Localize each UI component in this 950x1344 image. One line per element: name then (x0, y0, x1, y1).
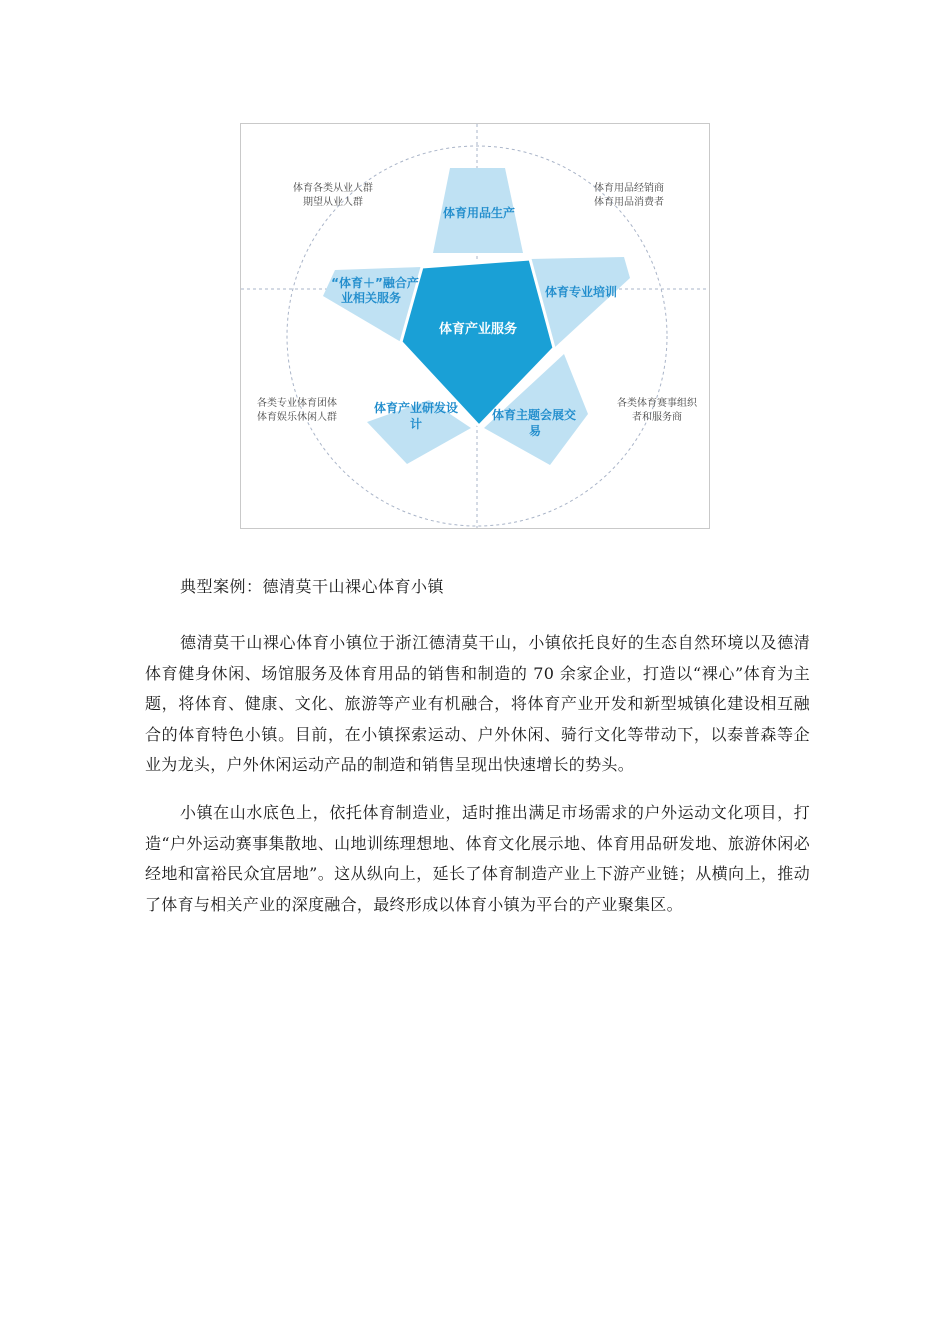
industry-star-diagram (240, 123, 710, 529)
paragraph-development: 小镇在山水底色上，依托体育制造业，适时推出满足市场需求的户外运动文化项目，打造“户外运动赛事集散地、山地训练理想地、体育文化展示地、体育用品研发地、旅游休闲必经地和富裕民众宜居地”。这从纵向上，延长了体育制造产业上下游产业链；从横向上，推动了体育与相关产业的深度融合，最终形成以体育小镇为平台的产业聚集区。 (145, 803, 810, 914)
corner-top-right-line1: 体育用品经销商 (594, 183, 664, 194)
corner-bottom-left-line2: 体育娱乐休闲人群 (257, 412, 337, 423)
corner-bottom-right-line1: 各类体育赛事组织 (617, 398, 697, 409)
corner-bottom-right-line2: 者和服务商 (632, 412, 682, 423)
corner-top-left-line2: 期望从业人群 (303, 197, 363, 208)
corner-top-left-line1: 体育各类从业人群 (293, 183, 373, 194)
center-label: 体育产业服务 (438, 322, 518, 337)
petal-label-bottom-left-line2: 计 (409, 417, 423, 431)
case-caption: 典型案例：德清莫干山裸心体育小镇 (180, 577, 445, 596)
corner-top-right-line2: 体育用品消费者 (594, 197, 664, 208)
paragraph-intro: 德清莫干山裸心体育小镇位于浙江德清莫干山，小镇依托良好的生态自然环境以及德清体育健身休闲、场馆服务及体育用品的销售和制造的 70 余家企业，打造以“裸心”体育为主题，将体育、健康、文化、旅游等产业有机融合，将体育产业开发和新型城镇化建设相互融合的体育特色小镇。目前，在小镇探索运动、户外休闲、骑行文化等带动下，以泰普森等企业为龙头，户外休闲运动产品的制造和销售呈现出快速增长的势头。 (145, 633, 810, 774)
corner-bottom-left-line1: 各类专业体育团体 (257, 398, 337, 409)
petal-label-bottom-left-line1: 体育产业研发设 (373, 401, 459, 415)
petal-label-bottom-right-line2: 易 (528, 424, 542, 438)
petal-label-left-line1: “体育＋”融合产 (331, 276, 419, 290)
petal-label-right: 体育专业培训 (544, 285, 618, 299)
petal-label-left-line2: 业相关服务 (340, 291, 402, 305)
petal-label-top: 体育用品生产 (442, 206, 516, 220)
petal-label-bottom-right-line1: 体育主题会展交 (491, 408, 577, 422)
